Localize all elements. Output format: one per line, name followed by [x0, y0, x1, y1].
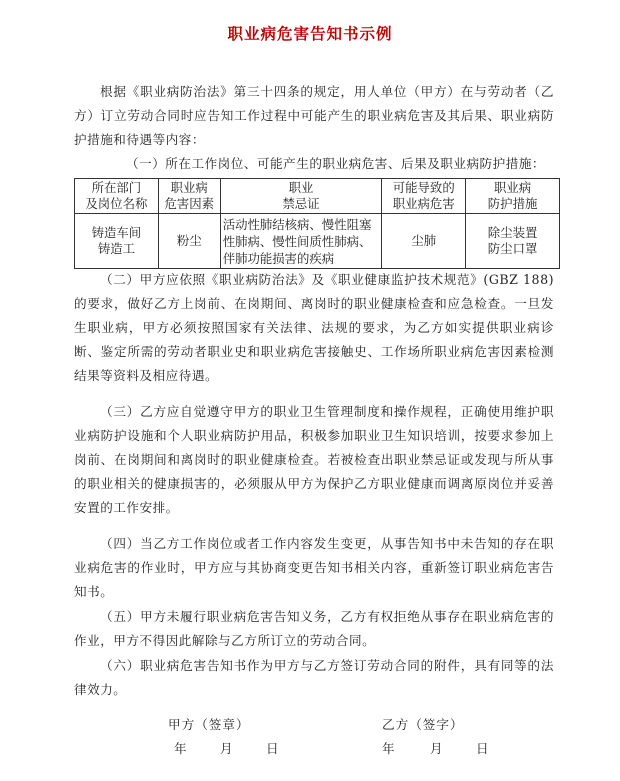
cell-disease: 尘肺 [382, 214, 466, 269]
cell-protection: 除尘装置 防尘口罩 [466, 214, 560, 269]
table-row [75, 214, 560, 269]
table-header-row [75, 179, 560, 214]
party-b-year: 年 [382, 741, 395, 756]
paragraph-6: （六）职业病危害告知书作为甲方与乙方签订劳动合同的附件，具有同等的法律效力。 [74, 658, 554, 697]
header-factor: 职业病 危害因素 [158, 179, 220, 214]
header-disease: 可能导致的 职业病危害 [382, 179, 466, 214]
paragraph-5: （五）甲方未履行职业病危害告知义务，乙方有权拒绝从事存在职业病危害的作业，甲方不得因此解除与乙方所订立的劳动合同。 [74, 609, 554, 648]
party-a-month: 月 [220, 741, 233, 756]
paragraph-3: （三）乙方应自觉遵守甲方的职业卫生管理制度和操作规程，正确使用维护职业病防护设施和个人职业病防护用品，积极参加职业卫生知识培训，按要求参加上岗前、在岗期间和离岗时的职业健康检查。若被检查出职业禁忌证或发现与所从事的职业相关的健康损害的，必须服从甲方为保护乙方职业健康而调离原岗位并妥善安置的工作安排。 [74, 404, 554, 515]
cell-factor: 粉尘 [158, 214, 220, 269]
party-b-signature-label: 乙方（签字） [382, 717, 464, 732]
hazard-table [74, 178, 560, 269]
section-1-heading: （一）所在工作岗位、可能产生的职业病危害、后果及职业病防护措施： [126, 156, 545, 171]
header-contraindication: 职业 禁忌证 [220, 179, 382, 214]
party-a-day: 日 [266, 741, 279, 756]
header-dept: 所在部门 及岗位名称 [75, 179, 159, 214]
party-b-day: 日 [476, 741, 489, 756]
paragraph-2: （二）甲方应依照《职业病防治法》及《职业健康监护技术规范》(GBZ 188)的要求，做好乙方上岗前、在岗期间、离岗时的职业健康检查和应急检查。一旦发生职业病，甲方必须按照国家有关法律、法规的要求，为乙方如实提供职业病诊断、鉴定所需的劳动者职业史和职业病危害接触史、工作场所职业病危害因素检测结果等资料及相应待遇。 [74, 272, 554, 383]
party-a-signature-label: 甲方（签章） [168, 717, 250, 732]
intro-paragraph: 根据《职业病防治法》第三十四条的规定，用人单位（甲方）在与劳动者（乙方）订立劳动合同时应告知工作过程中可能产生的职业病危害及其后果、职业病防护措施和待遇等内容： [74, 84, 554, 147]
cell-dept: 铸造车间 铸造工 [75, 214, 159, 269]
document-title: 职业病危害告知书示例 [227, 24, 393, 43]
paragraph-4: （四）当乙方工作岗位或者工作内容发生变更，从事告知书中未告知的存在职业病危害的作业时，甲方应与其协商变更告知书相关内容，重新签订职业病危害告知书。 [74, 536, 554, 599]
cell-contraindication: 活动性肺结核病、慢性阻塞 性肺病、慢性间质性肺病、 伴肺功能损害的疾病 [220, 214, 382, 269]
party-a-year: 年 [174, 741, 187, 756]
header-protection: 职业病 防护措施 [466, 179, 560, 214]
party-b-month: 月 [430, 741, 443, 756]
